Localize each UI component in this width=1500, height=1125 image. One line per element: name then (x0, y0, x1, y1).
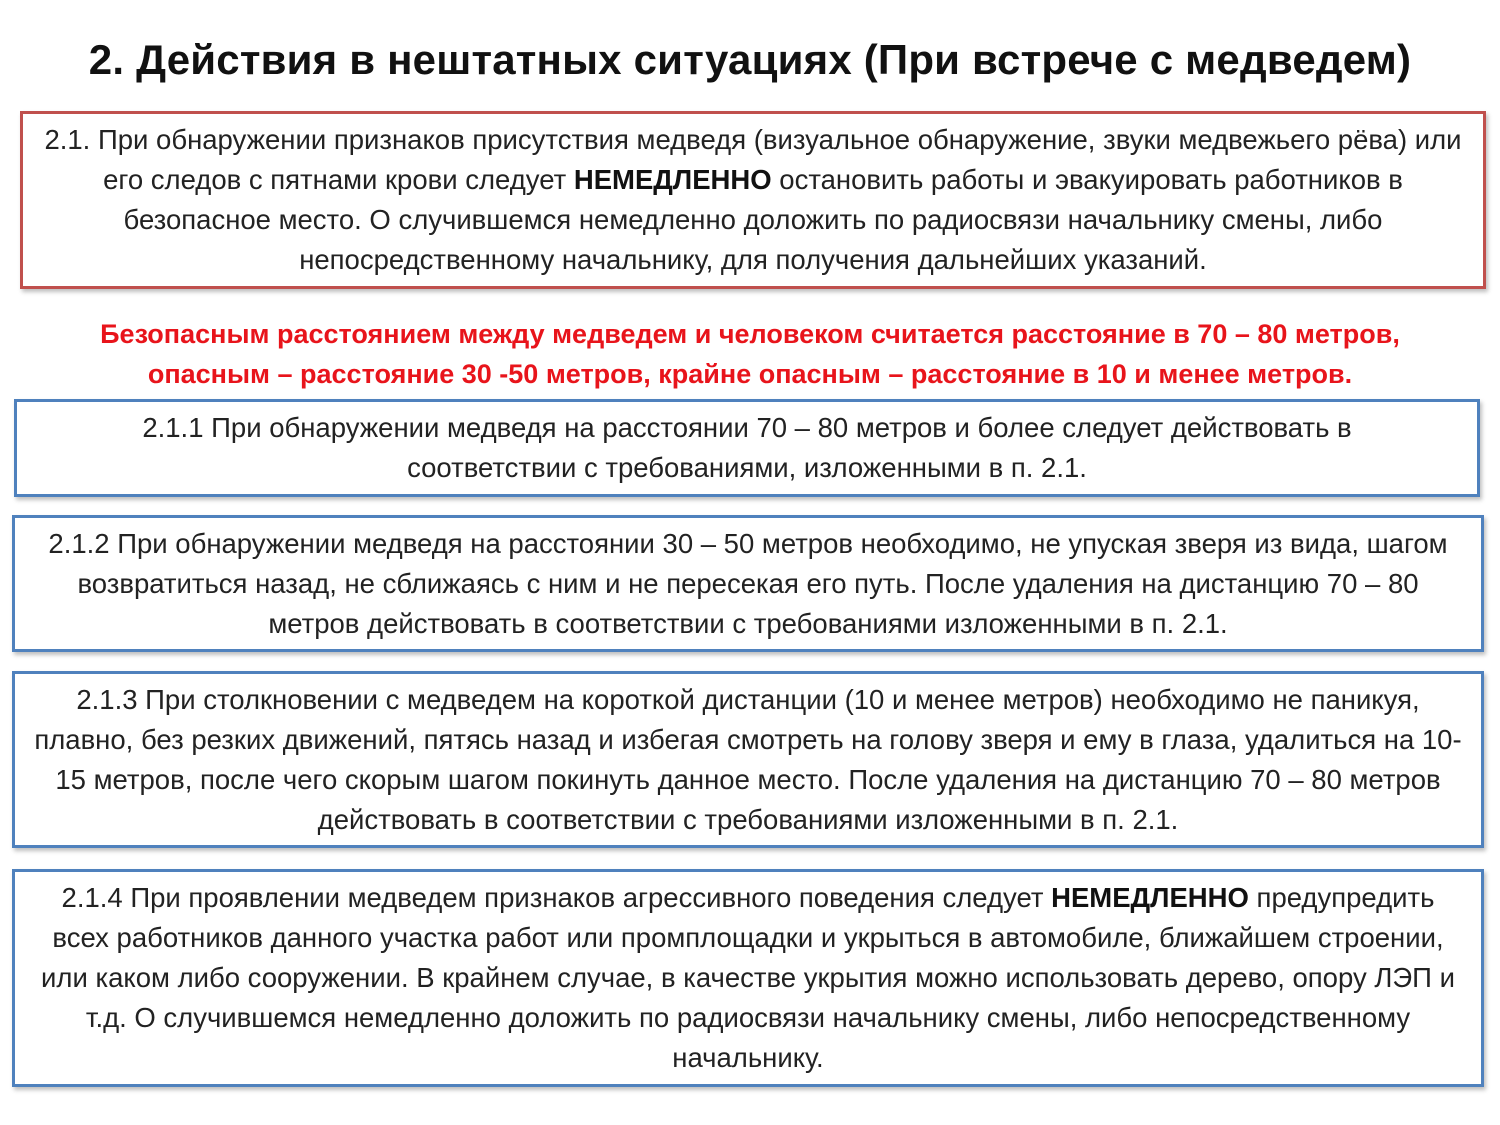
section-2-1-text-after: остановить работы и эвакуировать работников в безопасное место. О случившемся немедленно доложить по радиосвязи начальнику смены, либо непосредственному начальнику, для получения дальнейших указаний. (123, 164, 1403, 275)
section-2-1-3-text: 2.1.3 При столкновении с медведем на короткой дистанции (10 и менее метров) необходимо не паникуя, плавно, без резких движений, пятясь назад и избегая смотреть на голову зверя и ему в глаза, удалиться на 10-15 метров, после чего скорым шагом покинуть данное место. После удаления на дистанцию 70 – 80 метров действовать в соответствии с требованиями изложенными в п. 2.1. (34, 683, 1462, 835)
section-2-1-box (20, 111, 1486, 289)
section-2-1-4-text-before: 2.1.4 При проявлении медведем признаков агрессивного поведения следует (61, 882, 1052, 913)
warning-line-2: опасным – расстояние 30 -50 метров, крайне опасным – расстояние в 10 и менее метров. (147, 359, 1353, 389)
section-2-1-emphasis: НЕМЕДЛЕННО (573, 164, 772, 195)
section-2-1-3-box (12, 671, 1484, 848)
section-2-1-4-box (12, 869, 1484, 1087)
section-2-1-text (23, 120, 1483, 280)
section-2-1-4-text-after: предупредить всех работников данного участка работ или промплощадки и укрыться в автомобиле, ближайшем строении, или каком либо сооружении. В крайнем случае, в качестве укрытия можно использовать дерево, опору ЛЭП и т.д. О случившемся немедленно доложить по радиосвязи начальнику смены, либо непосредственному начальнику. (41, 882, 1455, 1073)
section-2-1-1-text: 2.1.1 При обнаружении медведя на расстоянии 70 – 80 метров и более следует действовать в соответствии с требованиями, изложенными в п. 2.1. (142, 412, 1352, 483)
section-2-1-4-text (15, 878, 1481, 1078)
safe-distance-warning (0, 314, 1500, 394)
page-title: 2. Действия в нештатных ситуациях (При встрече с медведем) (88, 36, 1412, 83)
section-2-1-1-box (14, 399, 1480, 497)
warning-line-1: Безопасным расстоянием между медведем и человеком считается расстояние в 70 – 80 метров, (100, 319, 1400, 349)
section-2-1-4-emphasis: НЕМЕДЛЕННО (1051, 882, 1249, 913)
section-2-1-text-before: 2.1. При обнаружении признаков присутствия медведя (визуальное обнаружение, звуки медвежьего рёва) или его следов с пятнами крови следует (44, 124, 1462, 195)
section-2-1-2-text: 2.1.2 При обнаружении медведя на расстоянии 30 – 50 метров необходимо, не упуская зверя из вида, шагом возвратиться назад, не сближаясь с ним и не пересекая его путь. После удаления на дистанцию 70 – 80 метров действовать в соответствии с требованиями изложенными в п. 2.1. (48, 527, 1448, 639)
section-2-1-2-box (12, 515, 1484, 652)
